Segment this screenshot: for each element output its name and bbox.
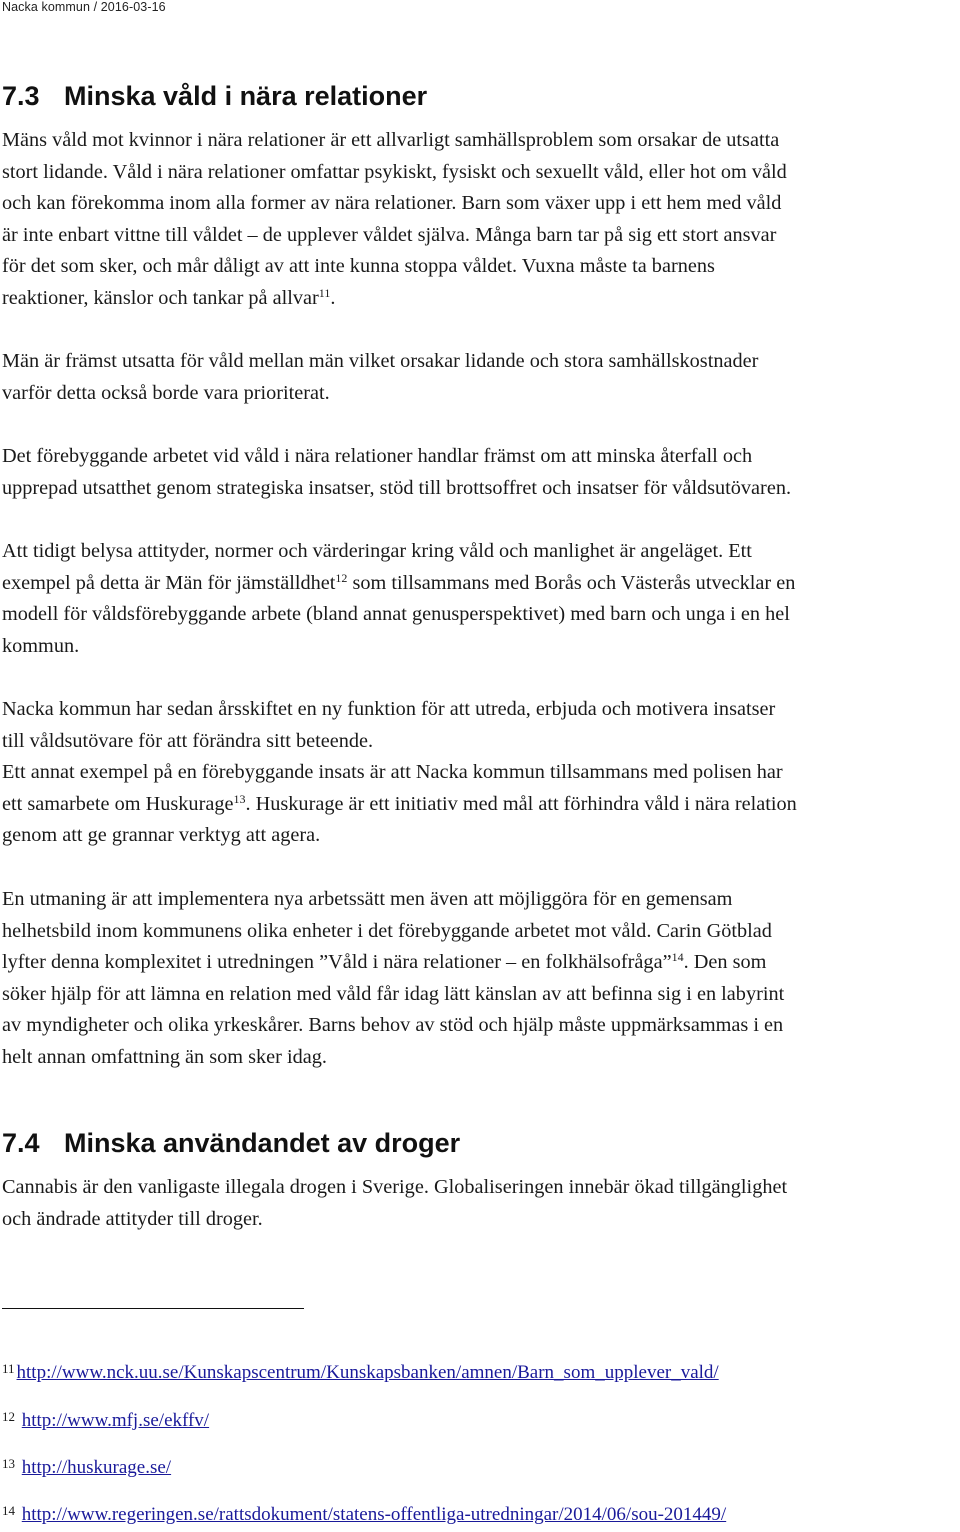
text-line: Män är främst utsatta för våld mellan män vilket orsakar lidande och stora samhällskostnader (2, 350, 759, 372)
section-title: Minska användandet av droger (64, 1128, 461, 1158)
text-line: Det förebyggande arbetet vid våld i nära relationer handlar främst om att minska återfall och (2, 445, 753, 467)
footnote-link-13[interactable]: http://huskurage.se/ (21, 1457, 172, 1478)
text-line: Att tidigt belysa attityder, normer och värderingar kring våld och manlighet är angeläget. Ett (2, 540, 752, 562)
text-line: för det som sker, och mår dåligt av att inte kunna stoppa våldet. Vuxna måste ta barnens (2, 255, 715, 278)
footnote-mark: 13 (2, 1456, 15, 1471)
text-line: helhetsbild inom kommunens olika enheter i det förebyggande arbetet mot våld. Carin Götblad (2, 919, 772, 942)
footnote-mark: 11 (2, 1361, 15, 1376)
footnote-14 (2, 1499, 726, 1527)
text-run: reaktioner, känslor och tankar på allvar (2, 286, 319, 309)
text-line: är inte enbart vittne till våldet – de upplever våldet själva. Många barn tar på sig ett stort ansvar (2, 223, 777, 246)
text-line: Ett annat exempel på en förebyggande insats är att Nacka kommun tillsammans med polisen har (2, 761, 783, 784)
footnote-link-14[interactable]: http://www.regeringen.se/rattsdokument/statens-offentliga-utredningar/2014/06/sou-201449/ (21, 1504, 727, 1525)
text-line: Mäns våld mot kvinnor i nära relationer är ett allvarligt samhällsproblem som orsakar de utsatta (2, 129, 780, 151)
footnote-separator (2, 1308, 304, 1309)
text-run: som tillsammans med Borås och Västerås utvecklar en (347, 571, 796, 594)
page-header: Nacka kommun / 2016-03-16 (2, 0, 166, 14)
text-run: ett samarbete om Huskurage (2, 792, 234, 815)
text-line: och kan förekomma inom alla former av nära relationer. Barn som växer upp i ett hem med våld (2, 192, 782, 215)
footnote-12 (2, 1405, 209, 1433)
paragraph-3 (2, 441, 958, 504)
footnote-13 (2, 1452, 171, 1480)
footnote-link-11[interactable]: http://www.nck.uu.se/Kunskapscentrum/Kunskapsbanken/amnen/Barn_som_upplever_vald/ (16, 1362, 719, 1383)
paragraph-2 (2, 346, 958, 409)
text-line: helt annan omfattning än som sker idag. (2, 1045, 327, 1068)
text-line (2, 789, 958, 821)
text-run: . (330, 286, 336, 309)
footnote-ref-12: 12 (335, 570, 348, 585)
text-run: lyfter denna komplexitet i utredningen ”Våld i nära relationer – en folkhälsofråga” (2, 951, 672, 974)
text-line: söker hjälp för att lämna en relation med våld får idag lätt känslan av att befinna sig i en labyrint (2, 982, 785, 1005)
footnote-mark: 12 (2, 1409, 15, 1424)
paragraph-1 (2, 125, 958, 315)
text-line: av myndigheter och olika yrkeskårer. Barns behov av stöd och hjälp måste uppmärksammas i en (2, 1014, 784, 1037)
text-run: exempel på detta är Män för jämställdhet (2, 571, 336, 594)
footnote-ref-14: 14 (671, 950, 684, 965)
section-number: 7.3 (2, 81, 40, 111)
footnote-ref-13: 13 (233, 791, 246, 806)
section-title: Minska våld i nära relationer (64, 81, 428, 111)
footnote-ref-11: 11 (318, 285, 331, 300)
text-line (2, 947, 958, 979)
paragraph-7 (2, 1172, 958, 1235)
text-line: stort lidande. Våld i nära relationer omfattar psykiskt, fysiskt och sexuellt våld, eller hot om våld (2, 160, 787, 183)
text-line: varför detta också borde vara prioriterat. (2, 381, 330, 404)
footnote-link-12[interactable]: http://www.mfj.se/ekffv/ (21, 1410, 210, 1431)
text-line: En utmaning är att implementera nya arbetssätt men även att möjliggöra för en gemensam (2, 888, 733, 910)
text-line: upprepad utsatthet genom strategiska insatser, stöd till brottsoffret och insatser för våldsutövaren. (2, 476, 792, 499)
section-number: 7.4 (2, 1128, 40, 1158)
text-line: till våldsutövare för att förändra sitt beteende. (2, 729, 374, 752)
text-line (2, 283, 958, 315)
section-heading-7-3 (2, 80, 427, 112)
section-heading-7-4 (2, 1127, 460, 1159)
text-run: . Huskurage är ett initiativ med mål att förhindra våld i nära relation (245, 792, 797, 815)
footnote-11 (2, 1357, 719, 1385)
footnote-mark: 14 (2, 1503, 15, 1518)
paragraph-4 (2, 536, 958, 662)
text-line: genom att ge grannar verktyg att agera. (2, 824, 321, 847)
text-line: och ändrade attityder till droger. (2, 1207, 263, 1230)
text-line: Nacka kommun har sedan årsskiftet en ny funktion för att utreda, erbjuda och motivera insatser (2, 698, 776, 720)
text-line (2, 568, 958, 600)
text-run: . Den som (683, 951, 767, 974)
paragraph-6 (2, 884, 958, 1074)
paragraph-5 (2, 694, 958, 852)
text-line: Cannabis är den vanligaste illegala drogen i Sverige. Globaliseringen innebär ökad tillgänglighet (2, 1176, 788, 1198)
text-line: kommun. (2, 634, 80, 657)
text-line: modell för våldsförebyggande arbete (bland annat genusperspektivet) med barn och unga i en hel (2, 603, 790, 626)
